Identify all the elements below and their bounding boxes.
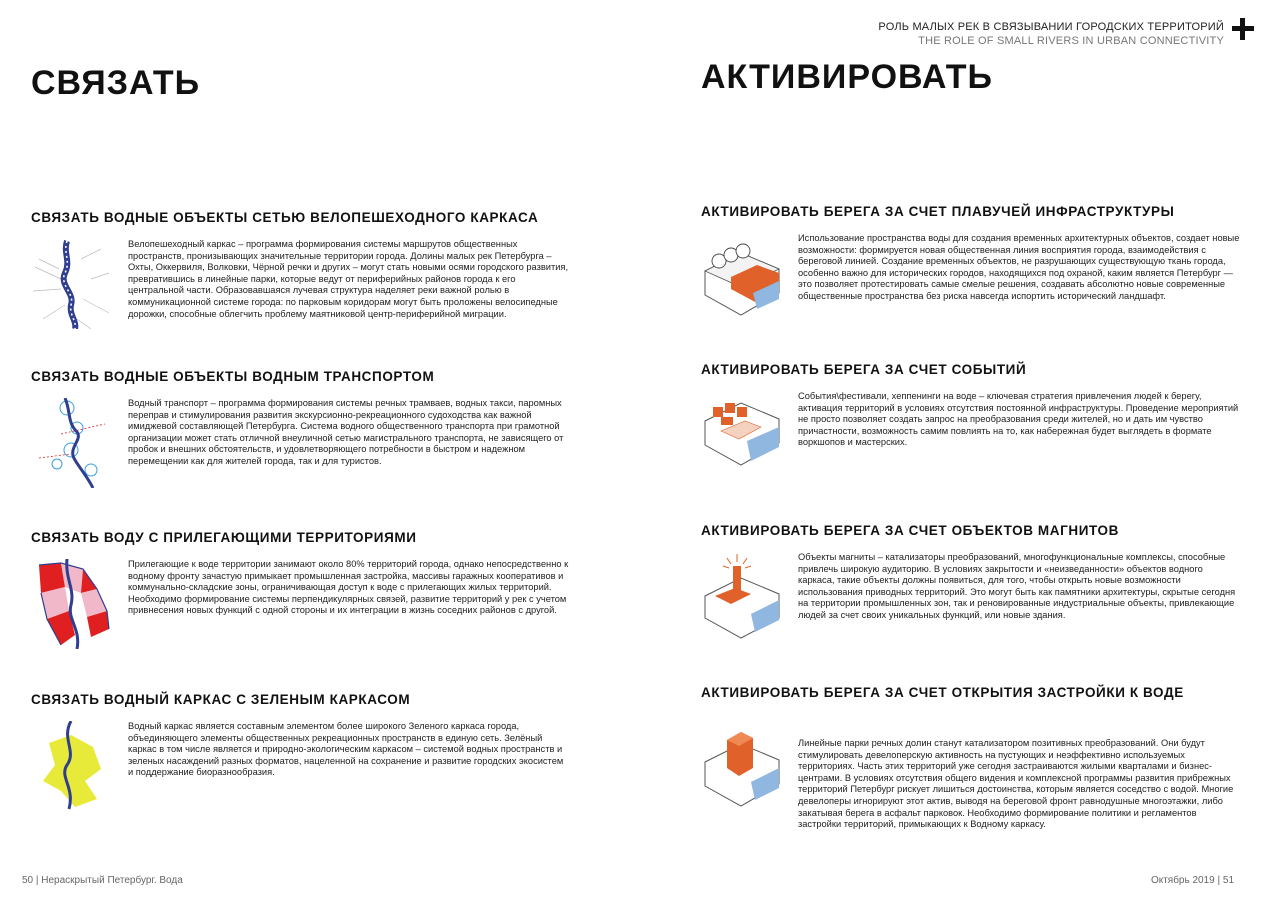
section-water-transport [31,369,571,468]
section-bike-pedestrian [31,210,571,320]
open-development-illustration [701,722,781,812]
section-magnet-objects [701,523,1241,622]
events-illustration [701,391,781,481]
section-text: Водный транспорт – программа формирования системы речных трамваев, водных такси, паромных переправ и стимулирования развития экскурсионно-рекреационного судоходства как важной имиджевой составляющей Петербурга. Система водного общественного транспорта при грамотной организации может стать отличной внеуличной сетью магистрального транспорта, не зависящего от пробок и внешних обстоятельств, и удовлетворяющего потребности в быстром и надежном перемещении как для жителей города, так и для туристов. [128,398,564,466]
section-floating-infrastructure [701,204,1241,303]
header-title-en: THE ROLE OF SMALL RIVERS IN URBAN CONNECTIVITY [918,35,1224,47]
section-text: Линейные парки речных долин станут катализатором позитивных преобразований. Они будут стимулировать девелоперскую активность на пустующих и неэффективно используемых территориях. Часть этих территорий уже сегодня застраиваются жилыми кварталами и бизнес-центрами. В условиях отсутствия общего видения и комплексной программы развития прибрежных территорий Петербург рискует лишиться достоинства, которым является соседство с водой. Многие девелоперы игнорируют этот актив, выводя на береговой фронт равнодушные многоэтажки, либо закатывая берега в асфальт парковок. Необходимо формирование политики и регламентов застройки территорий, примыкающих к Водному каркасу. [798,738,1234,830]
section-adjacent-territories [31,530,571,617]
section-title: АКТИВИРОВАТЬ БЕРЕГА ЗА СЧЕТ СОБЫТИЙ [701,362,1027,377]
territories-illustration [31,559,111,649]
header-title-ru: РОЛЬ МАЛЫХ РЕК В СВЯЗЫВАНИИ ГОРОДСКИХ ТЕРРИТОРИЙ [878,21,1224,33]
right-page-heading: АКТИВИРОВАТЬ [701,58,993,96]
section-open-development [701,685,1241,831]
footer-left-page-number: 50 | Нераскрытый Петербург. Вода [22,875,183,886]
section-title: СВЯЗАТЬ ВОДНЫЕ ОБЪЕКТЫ СЕТЬЮ ВЕЛОПЕШЕХОДНОГО КАРКАСА [31,210,539,225]
bike-network-illustration [31,239,111,329]
section-title: АКТИВИРОВАТЬ БЕРЕГА ЗА СЧЕТ ОТКРЫТИЯ ЗАСТРОЙКИ К ВОДЕ [701,685,1184,700]
section-title: СВЯЗАТЬ ВОДНЫЙ КАРКАС С ЗЕЛЕНЫМ КАРКАСОМ [31,692,411,707]
footer-right-page-number: Октябрь 2019 | 51 [1150,875,1234,886]
green-framework-illustration [31,721,111,811]
section-title: СВЯЗАТЬ ВОДУ С ПРИЛЕГАЮЩИМИ ТЕРРИТОРИЯМИ [31,530,417,545]
section-text: Водный каркас является составным элементом более широкого Зеленого каркаса города, объединяющего элементы общественных рекреационных пространств в единую сеть. Зелёный каркас в том числе является и природно-экологическим каркасом – системой водных пространств и зеленых насаждений разных форматов, нацеленной на сохранение и развитие городских экосистем и поддержание биоразнообразия. [128,721,564,778]
section-text: Использование пространства воды для создания временных архитектурных объектов, создает новые возможности: формируется новая общественная линия восприятия города, взаимодействия с береговой линией. Создание временных объектов, не разрушающих существующую ткань города, особенно важно для исторических городов, находящихся под охраной, каким является Петербург — это позволяет протестировать самые смелые решения, создавать абсолютно новые современные общественные пространства без риска навсегда испортить исторический ландшафт. [798,233,1240,301]
water-transport-illustration [31,398,111,488]
section-text: Объекты магниты – катализаторы преобразований, многофункциональные комплексы, способные привлечь широкую аудиторию. В условиях закрытости и «неизведанности» объектов водного каркаса, такие объекты должны появиться, для того, чтобы открыть новые возможности использования приводных территорий. Это могут быть как памятники архитектуры, скрытые сегодня на территории промышленных зон, так и реновированные индустриальные объекты, привлекающие людей за счет своих уникальных функций, или новые здания. [798,552,1236,620]
section-text: Прилегающие к воде территории занимают около 80% территорий города, однако непосредственно к водному фронту зачастую примыкает промышленная застройка, массивы гаражных кооперативов и коммунально-складские зоны, ограничивающая доступ к воде с прилегающих жилых территорий. Необходимо формирование системы перпендикулярных связей, развитие территорий у рек с учетом привнесения новых функций с одной стороны и их интеграции в жизнь соседних районов с другой. [128,559,569,616]
section-events [701,362,1241,449]
section-title: АКТИВИРОВАТЬ БЕРЕГА ЗА СЧЕТ ОБЪЕКТОВ МАГНИТОВ [701,523,1119,538]
plus-icon [1232,18,1254,40]
floating-infrastructure-illustration [701,233,781,323]
section-text: События\фестивали, хеппенинги на воде – ключевая стратегия привлечения людей к берегу, активация территорий в условиях отсутствия постоянной инфраструктуры. Проведение мероприятий не просто позволяет создать запрос на преобразования среди жителей, но и дать им чувство причастности, возможность самим повлиять на то, как набережная будет выглядеть в формате воркшопов и мастерских. [798,391,1239,448]
section-title: СВЯЗАТЬ ВОДНЫЕ ОБЪЕКТЫ ВОДНЫМ ТРАНСПОРТОМ [31,369,435,384]
left-page-heading: СВЯЗАТЬ [31,64,201,102]
magnet-objects-illustration [701,552,781,642]
section-title: АКТИВИРОВАТЬ БЕРЕГА ЗА СЧЕТ ПЛАВУЧЕЙ ИНФРАСТРУКТУРЫ [701,204,1175,219]
section-green-framework [31,692,571,779]
section-text: Велопешеходный каркас – программа формирования системы маршрутов общественных пространств, пронизывающих значительные территории города. Долины малых рек Петербурга – Охты, Оккервиля, Волковки, Чёрной речки и других – могут стать новыми осями городского развития, превратившись в линейные парки, которые ведут от периферийных районов города к его центральной части. Образовавшаяся лучевая структура наделяет реки важной ролью в коммуникационной системе города: по парковым коридорам могут быть проложены велосипедные дорожки, способные облегчить проблему маятниковой центр-периферийной миграции. [128,239,569,319]
running-header [878,20,1224,48]
